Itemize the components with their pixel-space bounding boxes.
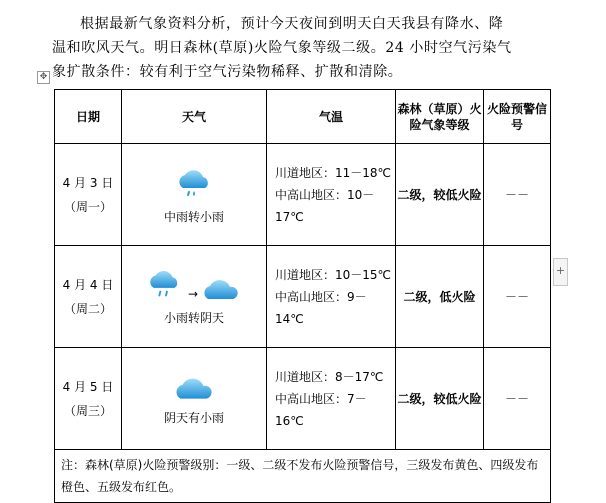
weekday-text: （周一） [63,199,112,214]
header-date: 日期 [55,90,122,144]
warning-cell: －－ [484,246,551,348]
temp-cell [267,246,396,348]
temp-mountain: 中高山地区：9－14℃ [275,289,367,326]
warning-cell: －－ [484,348,551,450]
temp-plain: 川道地区：10－15℃ [275,267,392,282]
date-text: 4 月 4 日 [62,277,114,292]
temp-mountain: 中高山地区：7－16℃ [275,391,367,428]
light-rain-cloud-icon [148,267,184,303]
weather-text: 阴天有小雨 [163,411,224,425]
weekday-text: （周三） [63,403,112,418]
weather-cell [122,144,267,246]
temp-mountain: 中高山地区：10－17℃ [275,187,375,224]
temp-cell [267,348,396,450]
note-row [55,450,551,503]
forecast-table [54,89,551,503]
table-row [55,144,551,246]
header-fire-warning: 火险预警信号 [484,90,551,144]
add-column-button[interactable]: + [553,258,568,286]
table-row [55,246,551,348]
rain-cloud-icon [122,164,266,202]
arrow-icon: → [187,287,199,301]
overcast-cloud-icon [122,371,266,403]
overcast-cloud-icon [202,273,240,303]
date-text: 4 月 3 日 [62,175,114,190]
date-cell [55,348,122,450]
weather-cell [122,348,267,450]
paragraph-line: 温和吹风天气。明日森林(草原)火险气象等级二级。24 小时空气污染气 [52,40,512,56]
temp-plain: 川道地区：11－18℃ [275,165,392,180]
rain-cloud-to-overcast-icon [122,267,266,303]
fire-level-cell: 二级，较低火险 [396,348,484,450]
table-row [55,348,551,450]
fire-level-cell: 二级，较低火险 [396,144,484,246]
table-move-handle-icon[interactable]: ✥ [37,71,50,84]
warning-cell: －－ [484,144,551,246]
header-fire-level: 森林（草原）火险气象等级 [396,90,484,144]
note-cell: 注：森林(草原)火险预警级别：一级、二级不发布火险预警信号，三级发布黄色、四级发布橙色、五级发布红色。 [55,450,551,503]
table-header-row [55,90,551,144]
date-cell [55,246,122,348]
header-weather: 天气 [122,90,267,144]
weekday-text: （周二） [63,301,112,316]
paragraph-line: 象扩散条件：较有利于空气污染物稀释、扩散和清除。 [52,64,403,80]
date-cell [55,144,122,246]
temp-plain: 川道地区：8－17℃ [275,369,384,384]
weather-text: 小雨转阴天 [163,311,224,325]
temp-cell [267,144,396,246]
paragraph-line: 根据最新气象资料分析，预计今天夜间到明天白天我县有降水、降 [80,16,504,32]
fire-level-cell: 二级，低火险 [396,246,484,348]
date-text: 4 月 5 日 [62,379,114,394]
weather-cell [122,246,267,348]
forecast-paragraph [52,12,560,84]
header-temp: 气温 [267,90,396,144]
weather-text: 中雨转小雨 [163,210,224,224]
